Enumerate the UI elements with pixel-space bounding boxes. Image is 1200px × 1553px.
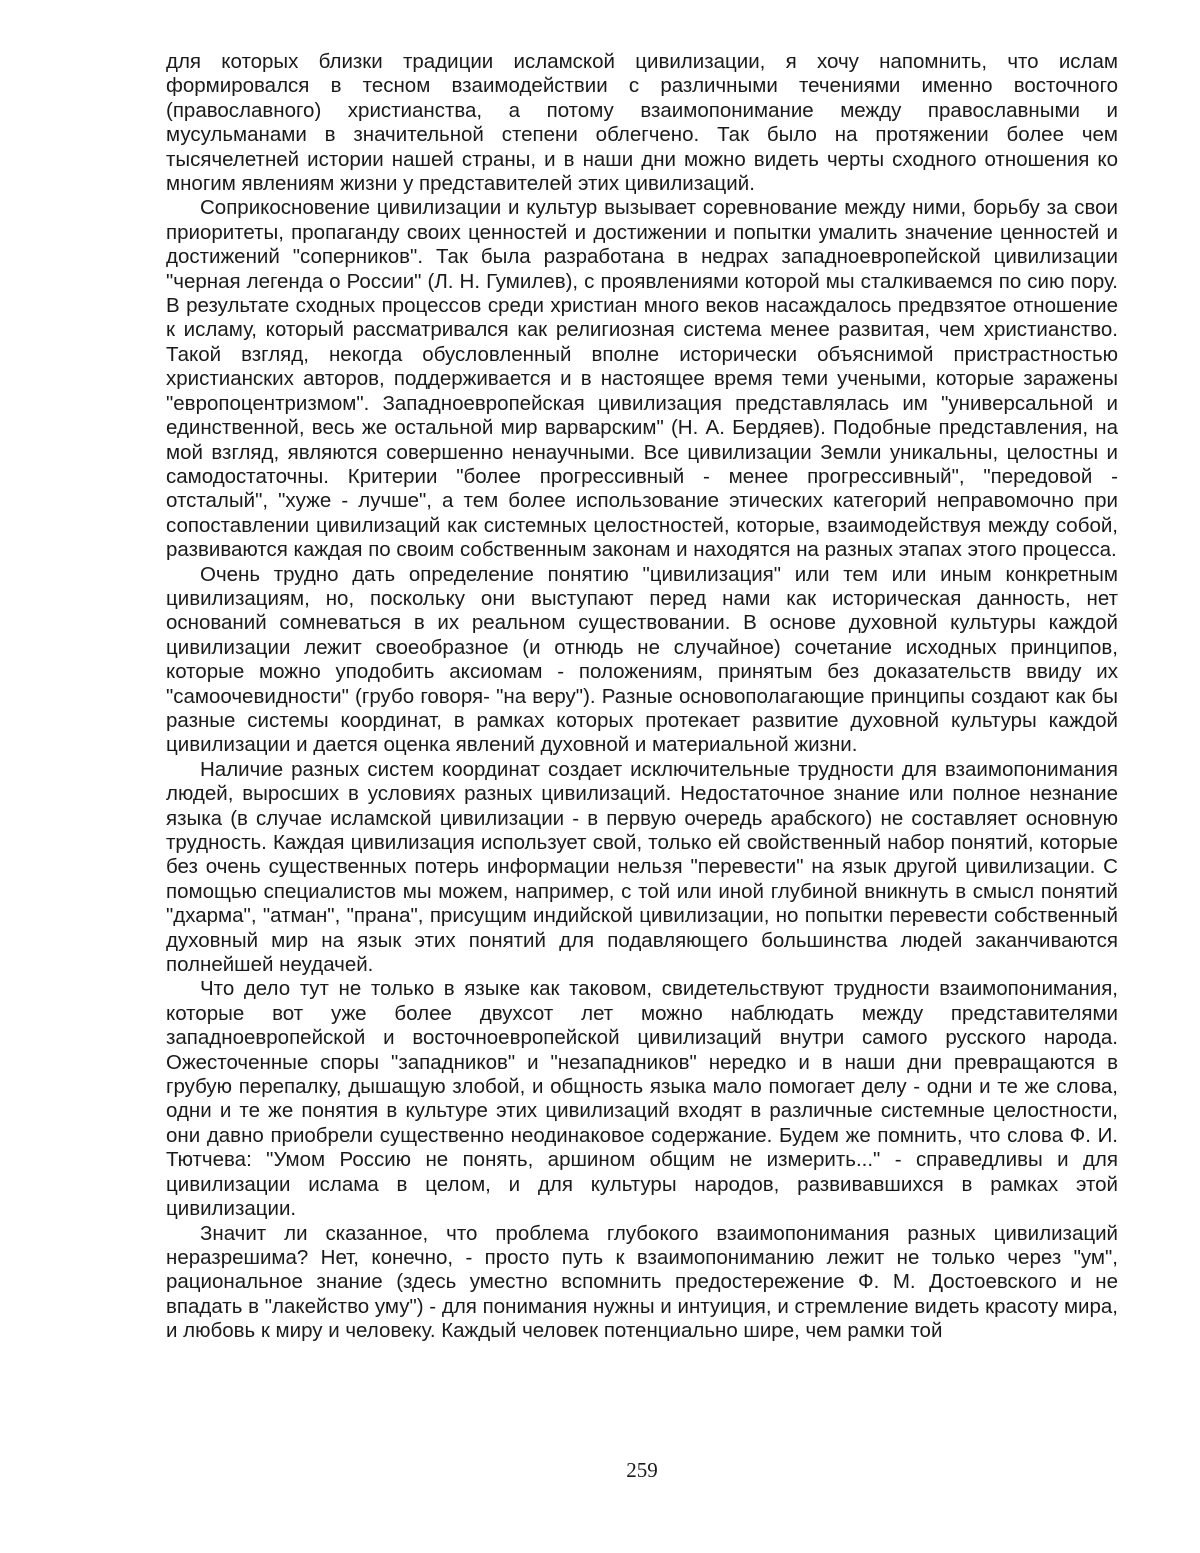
paragraph-civilization-contact: Соприкосновение цивилизации и культур вызывает соревнование между ними, борьбу за свои приоритеты, пропаганду своих ценностей и достижении и попытки умалить значение ценностей и достижений "соперников". Так была разработана в недрах западноевропейской цивилизации "черная легенда о России" (Л. Н. Гумилев), с проявлениями которой мы сталкиваемся по сию пору. В результате сходных процессов среди христиан много веков насаждалось предвзятое отношение к исламу, который рассматривался как религиозная система менее развитая, чем христианство. Такой взгляд, некогда обусловленный вполне исторически объяснимой пристрастностью христианских авторов, поддерживается и в настоящее время теми учеными, которые заражены "европоцентризмом". Западноевропейская цивилизация представлялась им "универсальной и единственной, весь же остальной мир варварским" (Н. А. Бердяев). Подобные представления, на мой взгляд, являются совершенно ненаучными. Все цивилизации Земли уникальны, целостны и самодостаточны. Критерии "более прогрессивный - менее прогрессивный", "передовой - отсталый", "хуже - лучше", а тем более использование этических категорий неправомочно при сопоставлении цивилизаций как системных целостностей, которые, взаимодействуя между собой, развиваются каждая по своим собственным законам и находятся на разных этапах этого процесса. (166, 196, 1118, 562)
paragraph-continued: для которых близки традиции исламской цивилизации, я хочу напомнить, что ислам формировался в тесном взаимодействии с различными течениями именно восточного (православного) христианства, а потому взаимопонимание между православными и мусульманами в значительной степени облегчено. Так было на протяжении более чем тысячелетней истории нашей страны, и в наши дни можно видеть черты сходного отношения ко многим явлениям жизни у представителей этих цивилизаций. (166, 50, 1118, 196)
page-body (166, 50, 1118, 1344)
paragraph-civilization-definition: Очень трудно дать определение понятию "цивилизация" или тем или иным конкретным цивилизациям, но, поскольку они выступают перед нами как историческая данность, нет оснований сомневаться в их реальном существовании. В основе духовной культуры каждой цивилизации лежит своеобразное (и отнюдь не случайное) сочетание исходных принципов, которые можно уподобить аксиомам - положениям, принятым без доказательств ввиду их "самоочевидности" (грубо говоря- "на веру"). Разные основополагающие принципы создают как бы разные системы координат, в рамках которых протекает развитие духовной культуры каждой цивилизации и дается оценка явлений духовной и материальной жизни. (166, 563, 1118, 758)
paragraph-mutual-understanding: Значит ли сказанное, что проблема глубокого взаимопонимания разных цивилизаций неразрешима? Нет, конечно, - просто путь к взаимопониманию лежит не только через "ум", рациональное знание (здесь уместно вспомнить предостережение Ф. М. Достоевского и не впадать в "лакейство уму") - для понимания нужны и интуиция, и стремление видеть красоту мира, и любовь к миру и человеку. Каждый человек потенциально шире, чем рамки той (166, 1222, 1118, 1344)
page-number: 259 (0, 1458, 1200, 1483)
paragraph-language: Что дело тут не только в языке как таковом, свидетельствуют трудности взаимопонимания, которые вот уже более двухсот лет можно наблюдать между представителями западноевропейской и восточноевропейской цивилизаций внутри самого русского народа. Ожесточенные споры "западников" и "незападников" нередко и в наши дни превращаются в грубую перепалку, дышащую злобой, и общность языка мало помогает делу - одни и те же слова, одни и те же понятия в культуре этих цивилизаций входят в различные системные целостности, они давно приобрели существенно неодинаковое содержание. Будем же помнить, что слова Ф. И. Тютчева: "Умом Россию не понять, аршином общим не измерить..." - справедливы и для цивилизации ислама в целом, и для культуры народов, развивавшихся в рамках этой цивилизации. (166, 977, 1118, 1221)
paragraph-coordinate-systems: Наличие разных систем координат создает исключительные трудности для взаимопонимания людей, выросших в условиях разных цивилизаций. Недостаточное знание или полное незнание языка (в случае исламской цивилизации - в первую очередь арабского) не составляет основную трудность. Каждая цивилизация использует свой, только ей свойственный набор понятий, которые без очень существенных потерь информации нельзя "перевести" на язык другой цивилизации. С помощью специалистов мы можем, например, с той или иной глубиной вникнуть в смысл понятий "дхарма", "атман", "прана", присущим индийской цивилизации, но попытки перевести собственный духовный мир на язык этих понятий для подавляющего большинства людей заканчиваются полнейшей неудачей. (166, 758, 1118, 978)
